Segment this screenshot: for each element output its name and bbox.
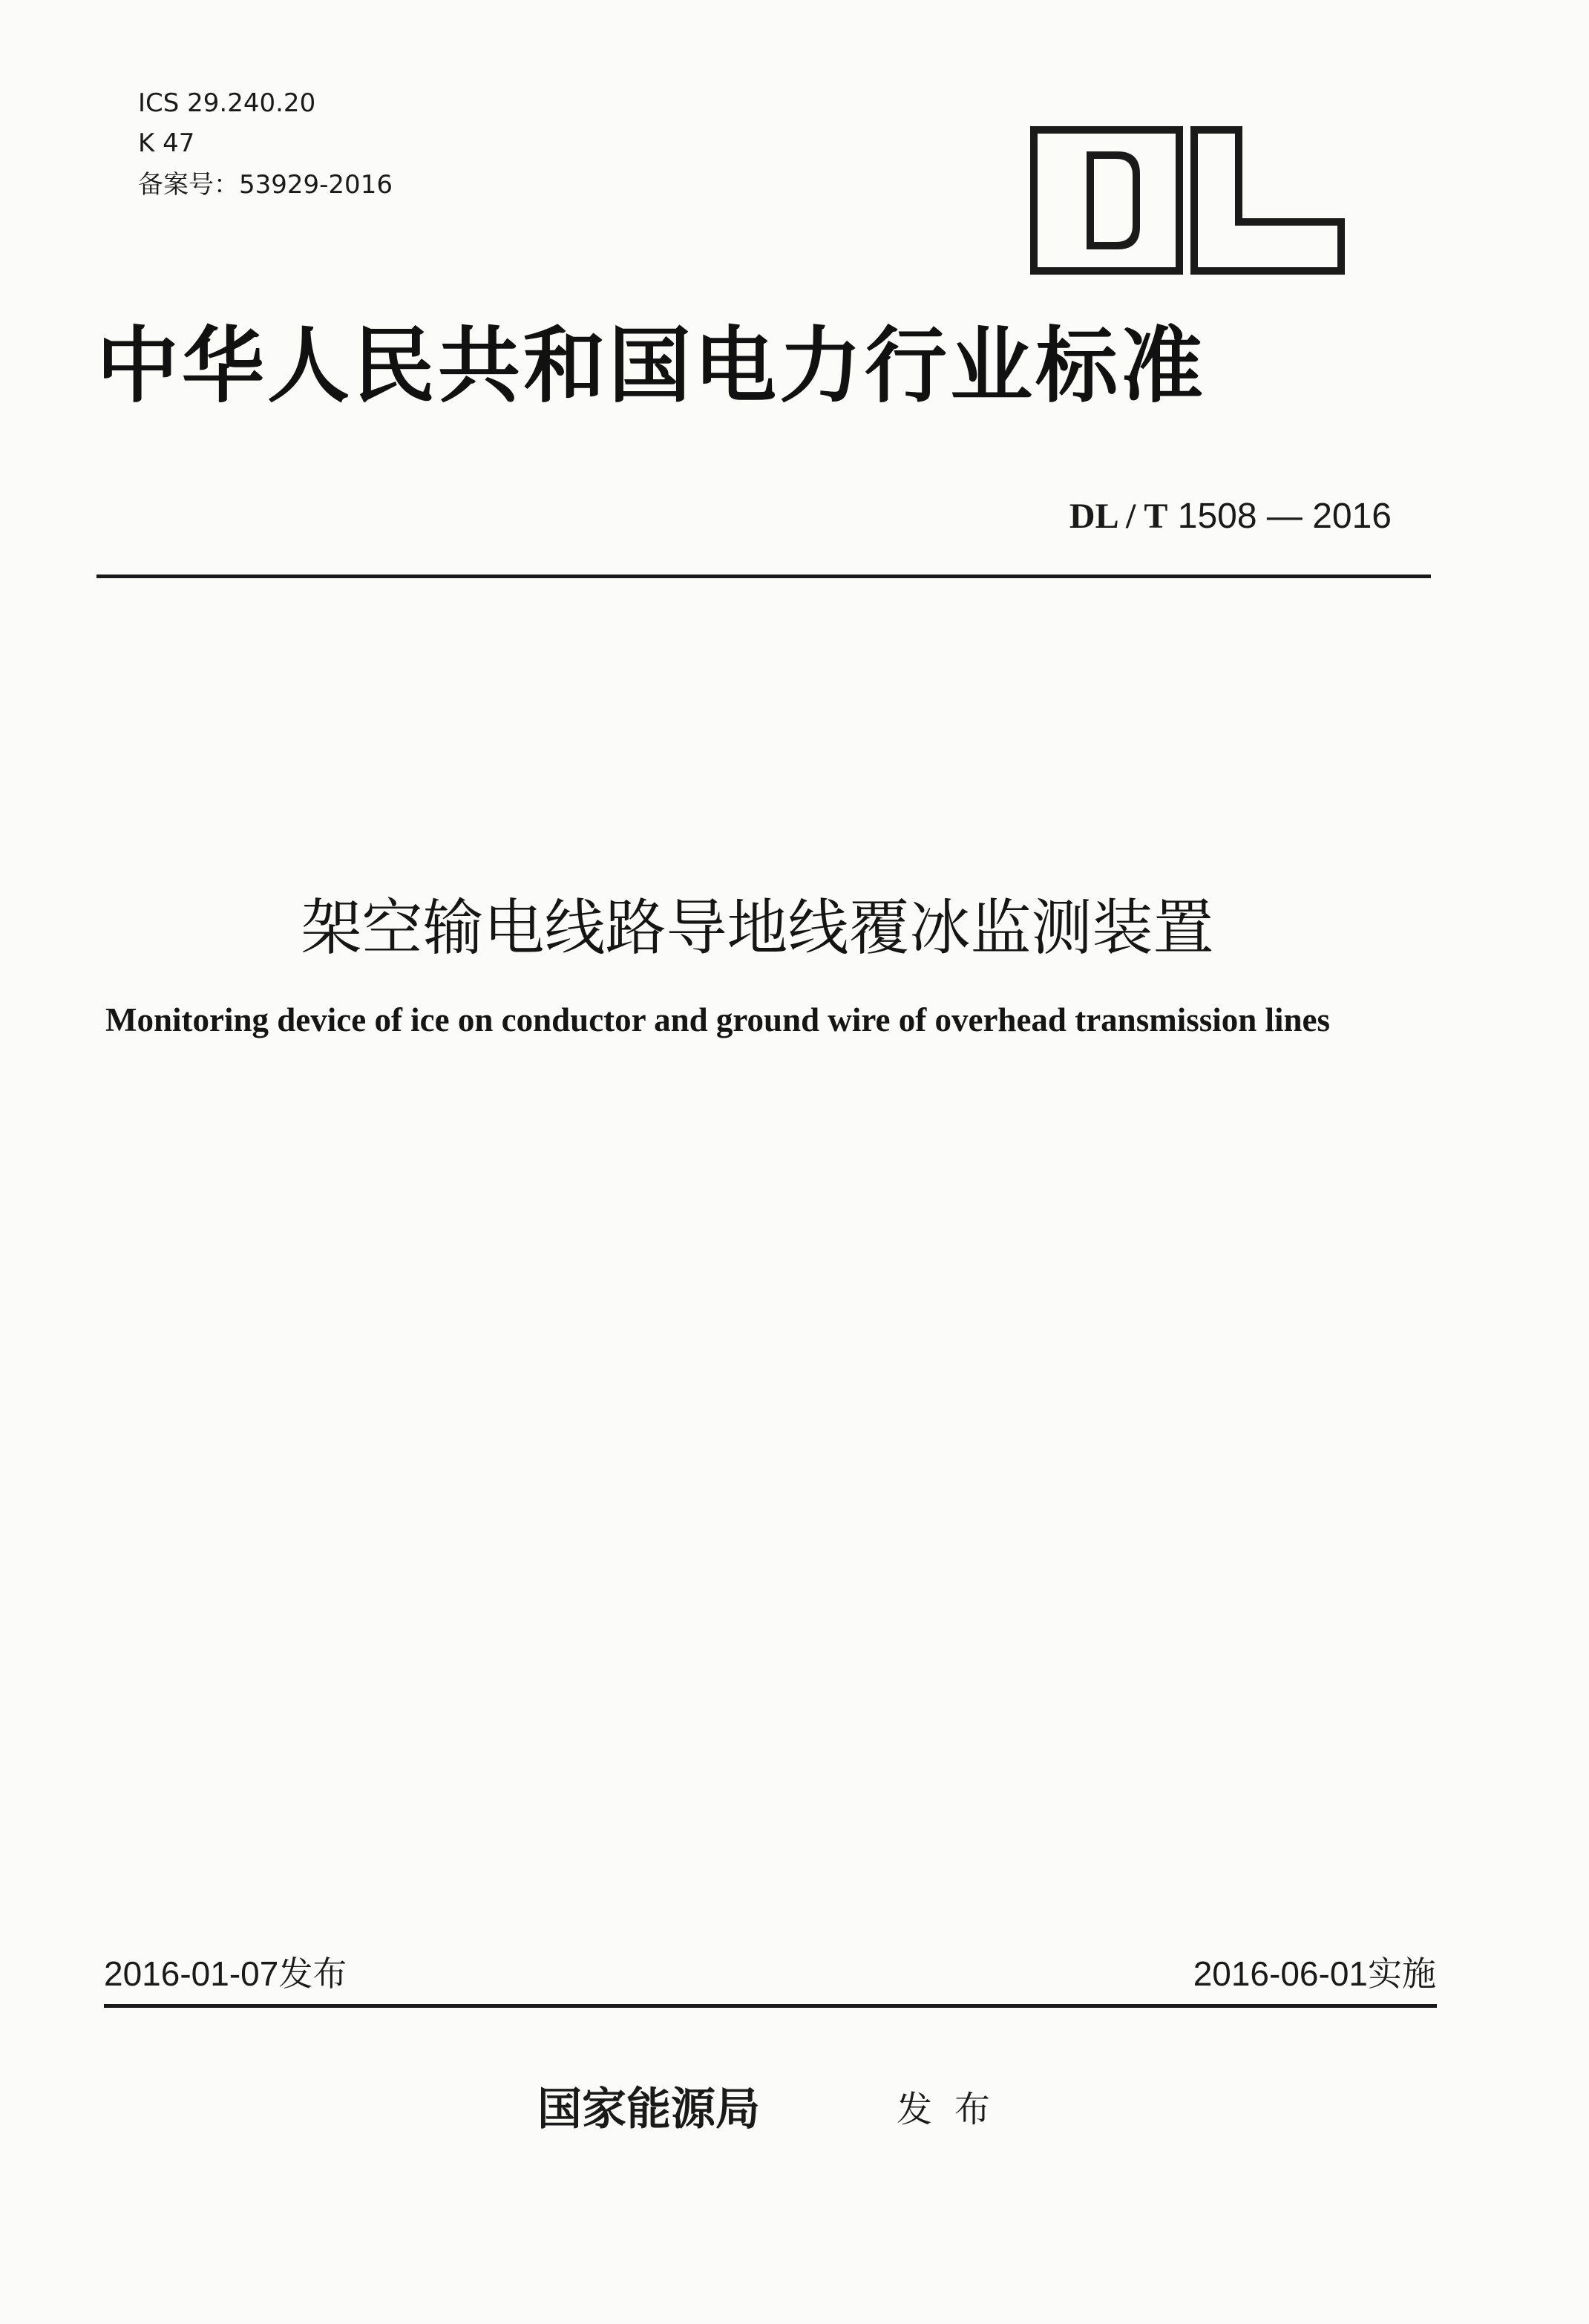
issue-date-value: 2016-01-07 [104, 1954, 279, 1993]
standard-number-value: 1508 — 2016 [1177, 497, 1392, 536]
issuer-action: 发布 [897, 2089, 1013, 2130]
top-divider [96, 575, 1431, 578]
document-title-cn: 架空输电线路导地线覆冰监测装置 [301, 893, 1214, 963]
bottom-divider [104, 2004, 1437, 2008]
dl-logo [1030, 126, 1345, 275]
ccs-code: K 47 [138, 128, 195, 158]
issue-date-label: 发布 [278, 1954, 347, 1994]
standard-number [1069, 499, 1392, 534]
issue-date [104, 1954, 347, 1994]
implementation-date [1193, 1954, 1436, 1994]
standard-title: 中华人民共和国电力行业标准 [96, 318, 1207, 414]
implementation-date-value: 2016-06-01 [1193, 1954, 1368, 1993]
standard-number-code: DL / T [1069, 497, 1168, 536]
document-title-en: Monitoring device of ice on conductor and ground wire of overhead transmission lines [105, 1001, 1331, 1038]
ics-code: ICS 29.240.20 [138, 88, 316, 118]
implementation-date-label: 实施 [1368, 1954, 1436, 1994]
record-number: 备案号：53929-2016 [138, 170, 393, 200]
issuer-name: 国家能源局 [537, 2084, 760, 2135]
